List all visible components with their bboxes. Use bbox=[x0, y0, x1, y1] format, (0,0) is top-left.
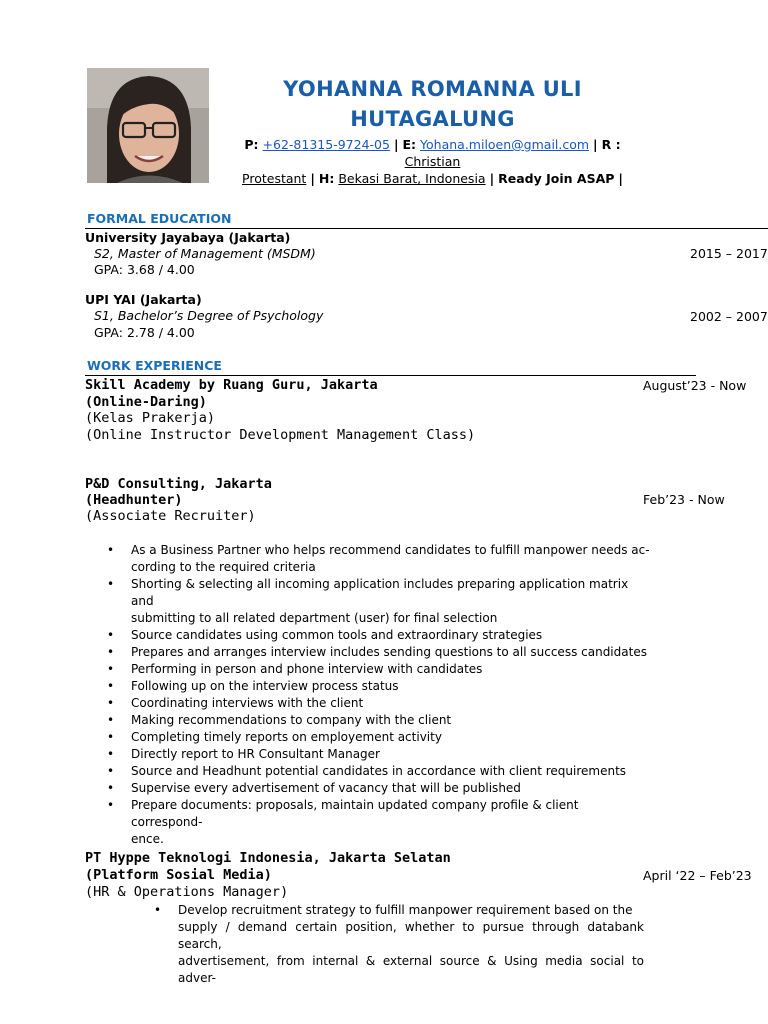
job-3-duties bbox=[154, 902, 644, 987]
duty-line: supply / demand certain position, whether to pursue through databank search, bbox=[178, 920, 644, 951]
duty-line: Coordinating interviews with the client bbox=[131, 696, 364, 710]
duty-line: Directly report to HR Consultant Manager bbox=[131, 747, 380, 761]
job-3-role: (HR & Operations Manager) bbox=[85, 884, 289, 900]
duty-line: Source and Headhunt potential candidates in accordance with client requirements bbox=[131, 764, 627, 778]
home-value: Bekasi Barat, Indonesia bbox=[338, 171, 486, 186]
bullet-icon: • bbox=[107, 543, 115, 557]
duty-item bbox=[107, 678, 651, 695]
duty-item bbox=[154, 902, 644, 987]
duty-line: Shorting & selecting all incoming application includes preparing application matrix and bbox=[131, 577, 629, 608]
bullet-icon: • bbox=[107, 730, 115, 744]
duty-item bbox=[107, 746, 651, 763]
education-section-title: FORMAL EDUCATION bbox=[87, 211, 232, 226]
profile-photo bbox=[87, 68, 209, 183]
contact-info bbox=[230, 136, 635, 187]
duty-line: advertisement, from internal & external source & Using media social to adver- bbox=[178, 954, 644, 985]
duty-line: Prepares and arranges interview includes sending questions to all success candidates bbox=[131, 645, 647, 659]
candidate-name bbox=[230, 74, 635, 134]
duty-line: Completing timely reports on employement activity bbox=[131, 730, 442, 744]
job-2-role: (Associate Recruiter) bbox=[85, 508, 256, 524]
job-2-type: (Headhunter) bbox=[85, 492, 183, 508]
job-1-type: (Online-Daring) bbox=[85, 394, 207, 410]
separator: | bbox=[310, 171, 315, 186]
bullet-icon: • bbox=[107, 713, 115, 727]
bullet-icon: • bbox=[107, 679, 115, 693]
bullet-icon: • bbox=[107, 662, 115, 676]
job-1-extra: (Online Instructor Development Management Class) bbox=[85, 427, 476, 443]
edu-2-gpa: GPA: 2.78 / 4.00 bbox=[94, 325, 195, 340]
duty-line: submitting to all related department (user) for final selection bbox=[131, 611, 498, 625]
duty-line: As a Business Partner who helps recommend candidates to fulfill manpower needs ac- bbox=[131, 543, 650, 557]
job-2-duties bbox=[107, 542, 651, 848]
duty-line: Supervise every advertisement of vacancy that will be published bbox=[131, 781, 521, 795]
duty-line: Develop recruitment strategy to fulfill manpower requirement based on the bbox=[178, 903, 633, 917]
duty-item bbox=[107, 644, 651, 661]
bullet-icon: • bbox=[107, 645, 115, 659]
separator: | bbox=[593, 137, 598, 152]
edu-2-years: 2002 – 2007 bbox=[690, 309, 768, 324]
duty-item bbox=[107, 695, 651, 712]
duty-item bbox=[107, 542, 651, 576]
religion-value-1: Christian bbox=[404, 154, 461, 169]
duty-line: Source candidates using common tools and extraordinary strategies bbox=[131, 628, 543, 642]
separator: | bbox=[393, 137, 399, 152]
duty-item bbox=[107, 780, 651, 797]
education-divider bbox=[85, 228, 768, 229]
edu-1-years: 2015 – 2017 bbox=[690, 246, 768, 261]
duty-item bbox=[107, 763, 651, 780]
duty-item bbox=[107, 729, 651, 746]
edu-2-degree: S1, Bachelor’s Degree of Psychology bbox=[94, 308, 324, 323]
bullet-icon: • bbox=[107, 764, 115, 778]
duty-line: Following up on the interview process status bbox=[131, 679, 399, 693]
name-line-2: HUTAGALUNG bbox=[350, 107, 515, 131]
duty-item bbox=[107, 576, 651, 627]
work-section-title: WORK EXPERIENCE bbox=[87, 358, 222, 373]
duty-line: Prepare documents: proposals, maintain updated company profile & client correspond- bbox=[131, 798, 579, 829]
edu-1-degree: S2, Master of Management (MSDM) bbox=[94, 246, 316, 261]
separator: | bbox=[489, 171, 495, 186]
edu-2-school: UPI YAI (Jakarta) bbox=[85, 292, 202, 307]
job-1-role: (Kelas Prakerja) bbox=[85, 410, 216, 426]
job-3-dates: April ‘22 – Feb’23 bbox=[643, 868, 752, 883]
home-label: H: bbox=[318, 171, 335, 186]
duty-item bbox=[107, 627, 651, 644]
duty-line: ence. bbox=[131, 832, 164, 846]
duty-item bbox=[107, 797, 651, 848]
phone-label: P: bbox=[244, 137, 259, 152]
religion-label: R : bbox=[601, 137, 621, 152]
edu-1-school: University Jayabaya (Jakarta) bbox=[85, 230, 291, 245]
duty-item bbox=[107, 661, 651, 678]
job-1-dates: August’23 - Now bbox=[643, 378, 747, 393]
duty-line: Making recommendations to company with the client bbox=[131, 713, 452, 727]
name-line-1: YOHANNA ROMANNA ULI bbox=[283, 77, 582, 101]
work-divider bbox=[85, 375, 696, 376]
bullet-icon: • bbox=[107, 798, 115, 812]
separator: | bbox=[618, 171, 623, 186]
job-3-company: PT Hyppe Teknologi Indonesia, Jakarta Selatan bbox=[85, 850, 451, 866]
bullet-icon: • bbox=[154, 903, 162, 917]
bullet-icon: • bbox=[107, 696, 115, 710]
job-2-company: P&D Consulting, Jakarta bbox=[85, 476, 272, 492]
bullet-icon: • bbox=[107, 747, 115, 761]
bullet-icon: • bbox=[107, 628, 115, 642]
job-2-dates: Feb’23 - Now bbox=[643, 492, 725, 507]
religion-value-2: Protestant bbox=[242, 171, 307, 186]
duty-line: cording to the required criteria bbox=[131, 560, 316, 574]
email-label: E: bbox=[402, 137, 417, 152]
email-link[interactable]: Yohana.miloen@gmail.com bbox=[420, 137, 590, 152]
duty-item bbox=[107, 712, 651, 729]
bullet-icon: • bbox=[107, 577, 115, 591]
portrait-image bbox=[87, 68, 209, 183]
duty-line: Performing in person and phone interview with candidates bbox=[131, 662, 483, 676]
job-1-company: Skill Academy by Ruang Guru, Jakarta bbox=[85, 377, 378, 393]
bullet-icon: • bbox=[107, 781, 115, 795]
job-3-type: (Platform Sosial Media) bbox=[85, 867, 272, 883]
availability: Ready Join ASAP bbox=[498, 171, 615, 186]
phone-link[interactable]: +62-81315-9724-05 bbox=[262, 137, 390, 152]
edu-1-gpa: GPA: 3.68 / 4.00 bbox=[94, 262, 195, 277]
